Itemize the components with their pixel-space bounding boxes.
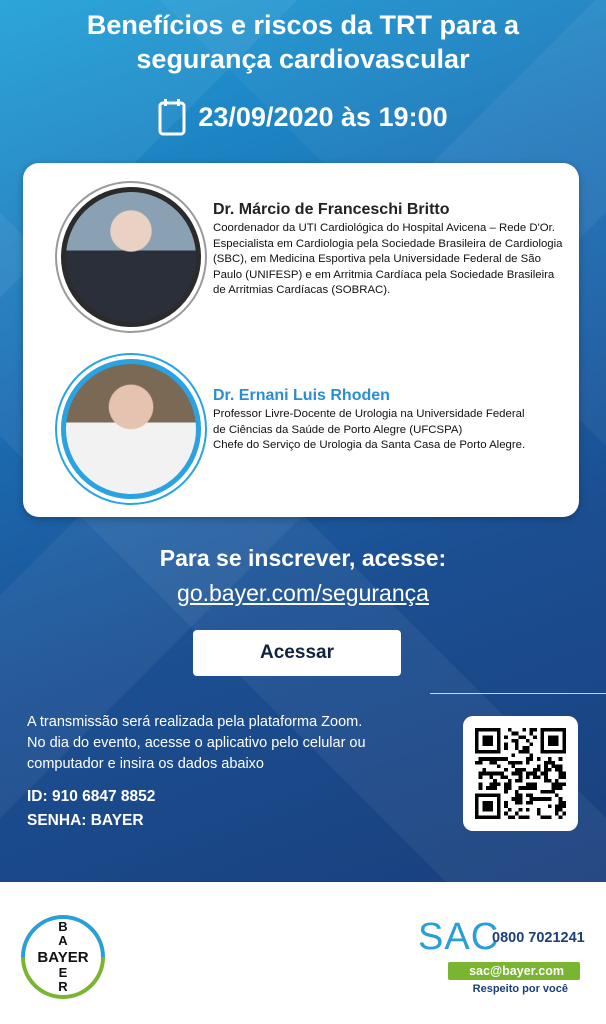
speaker-photo-britto: [61, 187, 201, 327]
bio-line-3: Chefe do Serviço de Urologia da Santa Casa de Porto Alegre.: [213, 439, 526, 451]
speakers-card: [23, 163, 579, 517]
event-date-text: 23/09/2020 às 19:00: [198, 101, 448, 132]
zoom-instructions: [27, 712, 407, 775]
qr-code[interactable]: [463, 716, 578, 831]
title-line-1: Benefícios e riscos da TRT para a: [86, 10, 520, 40]
sac-email[interactable]: sac@bayer.com: [448, 962, 580, 980]
sac-contact: [418, 916, 588, 1000]
bio-line-1: Professor Livre-Docente de Urologia na Universidade Federal: [213, 408, 525, 420]
bayer-logo-text: BAYER: [37, 949, 89, 966]
info-line-2: No dia do evento, acesse o aplicativo pelo celular ou: [27, 735, 366, 751]
register-heading: Para se inscrever, acesse:: [159, 545, 447, 571]
event-date: [0, 96, 606, 138]
calendar-icon: [158, 98, 186, 136]
speaker-rhoden: [213, 387, 563, 454]
speaker-name: Dr. Márcio de Franceschi Britto: [213, 201, 450, 218]
bayer-logo: [20, 914, 106, 1000]
sac-phone: 0800 7021241: [492, 930, 585, 946]
info-line-1: A transmissão será realizada pela plataforma Zoom.: [27, 714, 363, 730]
sac-label: SAC: [418, 916, 500, 958]
access-button[interactable]: Acessar: [193, 630, 401, 676]
registration-link[interactable]: go.bayer.com/segurança: [177, 580, 429, 606]
speaker-name: Dr. Ernani Luis Rhoden: [213, 387, 390, 404]
zoom-password: SENHA: BAYER: [27, 812, 144, 829]
zoom-id: ID: 910 6847 8852: [27, 788, 156, 805]
speaker-bio: [213, 407, 563, 454]
page-title: [20, 8, 586, 76]
divider: [430, 693, 606, 694]
speaker-bio: Coordenador da UTI Cardiológica do Hospital Avicena – Rede D'Or. Especialista em Cardiologia pela Sociedade Brasileira de Cardiologia (SBC), em Medicina Esportiva pela Universidade Federal de São Paulo (UNIFESP) e em Arritmia Cardíaca pela Sociedade Brasileira de Arritmias Cardíacas (SOBRAC).: [213, 222, 563, 296]
svg-text:BAER: B A E R: [58, 919, 68, 994]
title-line-2: segurança cardiovascular: [136, 44, 470, 74]
speaker-britto: [213, 201, 563, 299]
speaker-photo-rhoden: [61, 359, 201, 499]
bio-line-2: de Ciências da Saúde de Porto Alegre (UFCSPA): [213, 423, 463, 436]
qr-code-icon: [475, 728, 566, 819]
info-line-3: computador e insira os dados abaixo: [27, 756, 264, 772]
sac-tagline: Respeito por você: [472, 983, 568, 995]
